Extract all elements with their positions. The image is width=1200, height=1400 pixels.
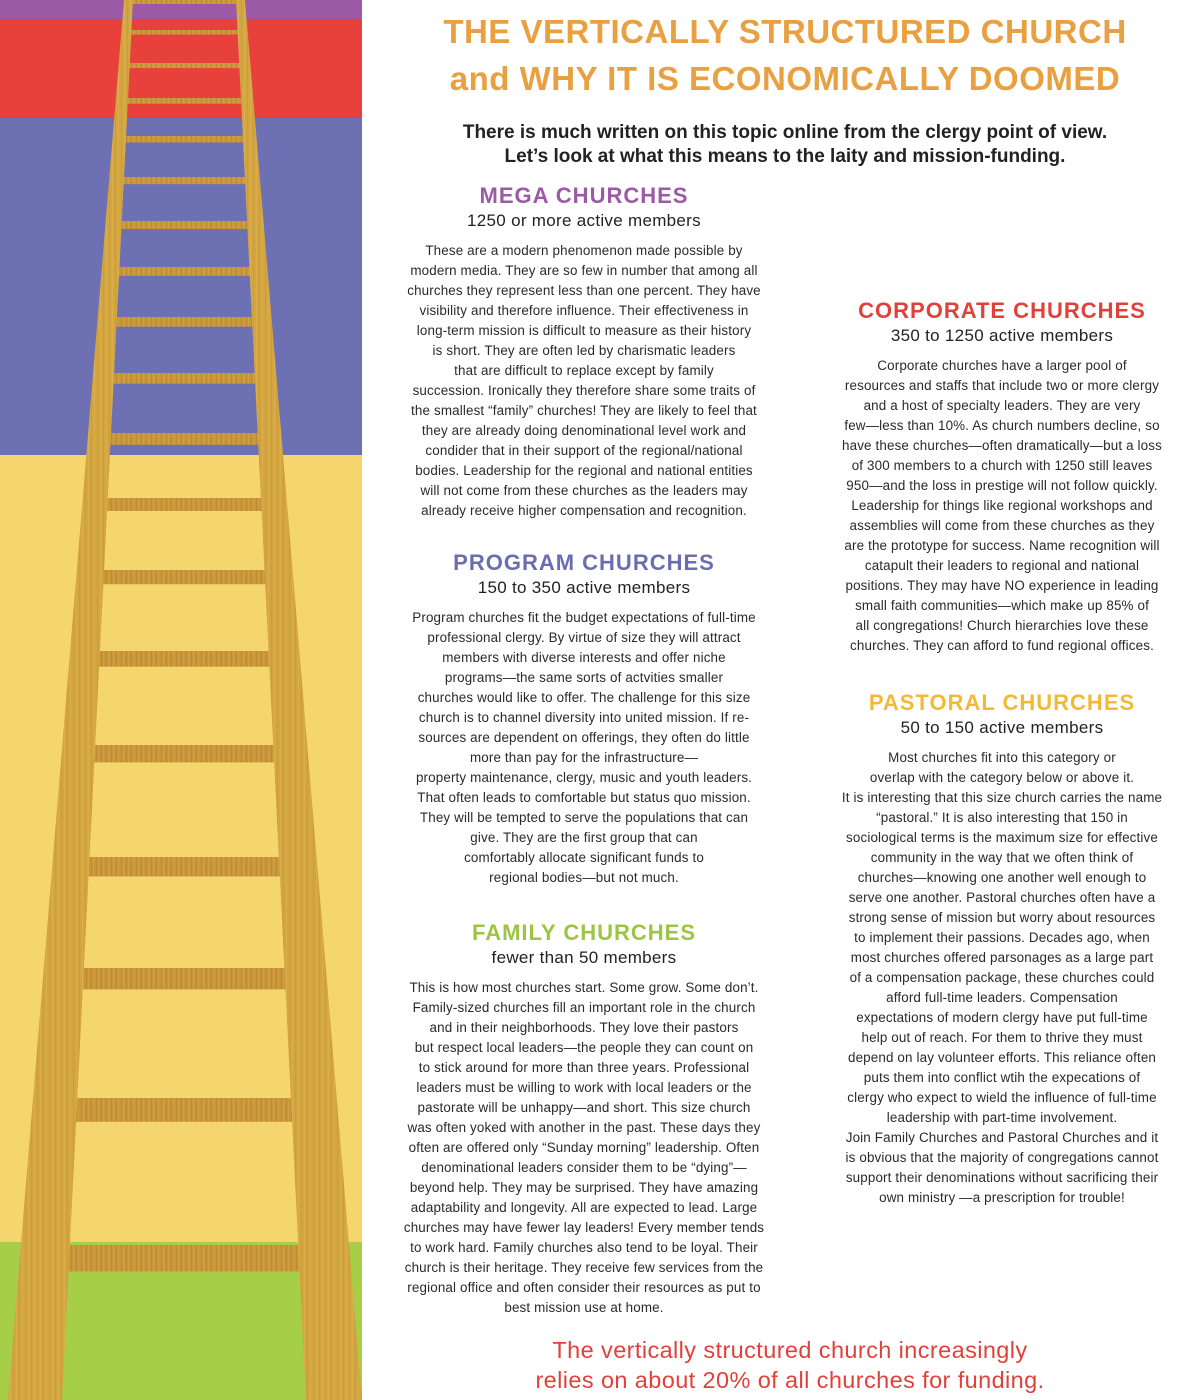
section-body bbox=[806, 748, 1198, 1208]
section-pastoral-churches bbox=[806, 690, 1198, 1208]
body-line: church is their heritage. They receive few services from the bbox=[404, 1260, 764, 1275]
ladder-rung bbox=[99, 433, 269, 445]
body-line: are the prototype for success. Name recognition will bbox=[844, 538, 1160, 553]
body-line: It is interesting that this size church carries the name bbox=[841, 790, 1163, 805]
body-line: bodies. Leadership for the regional and national entities bbox=[415, 463, 753, 478]
body-line: long-term mission is difficult to measure as their history bbox=[416, 323, 752, 338]
body-line: modern media. They are so few in number that among all bbox=[410, 263, 758, 278]
body-line: is obvious that the majority of congregations cannot bbox=[845, 1150, 1159, 1165]
body-line: and a host of specialty leaders. They are very bbox=[863, 398, 1141, 413]
section-heading: FAMILY CHURCHES bbox=[471, 920, 697, 945]
body-line: to work hard. Family churches also tend to be loyal. Their bbox=[410, 1240, 758, 1255]
body-line: churches may have fewer lay leaders! Every member tends bbox=[403, 1220, 765, 1235]
body-line: regional office and often consider their resources as put to bbox=[407, 1280, 761, 1295]
body-line: pastorate will be unhappy—and short. This size church bbox=[417, 1100, 751, 1115]
body-line: more than pay for the infrastructure— bbox=[469, 750, 699, 765]
body-line: regional bodies—but not much. bbox=[489, 870, 679, 885]
body-line: church is to channel diversity into united mission. If re- bbox=[418, 710, 750, 725]
ladder-rung bbox=[119, 136, 249, 142]
body-line: property maintenance, clergy, music and youth leaders. bbox=[415, 770, 753, 785]
section-heading: PROGRAM CHURCHES bbox=[453, 550, 715, 575]
body-line: programs—the same sorts of actvities smaller bbox=[444, 670, 724, 685]
ladder-rung bbox=[113, 221, 255, 229]
body-line: succession. Ironically they therefore share some traits of bbox=[412, 383, 756, 398]
body-line: will not come from these churches as the leaders may bbox=[420, 483, 748, 498]
section-body bbox=[374, 608, 794, 888]
section-heading: CORPORATE CHURCHES bbox=[858, 298, 1146, 323]
body-line: That often leads to comfortable but status quo mission. bbox=[417, 790, 751, 805]
body-line: leadership with part-time involvement. bbox=[886, 1110, 1118, 1125]
ladder-illustration bbox=[0, 0, 362, 1400]
body-line: “pastoral.” It is also interesting that 150 in bbox=[876, 810, 1128, 825]
body-line: serve one another. Pastoral churches often have a bbox=[848, 890, 1156, 905]
body-line: of 300 members to a church with 1250 still leaves bbox=[851, 458, 1153, 473]
page-title-line-1: THE VERTICALLY STRUCTURED CHURCH bbox=[443, 13, 1127, 50]
ladder-rung bbox=[116, 177, 252, 184]
ladder-rung bbox=[95, 498, 274, 511]
body-line: churches—knowing one another well enough to bbox=[857, 870, 1147, 885]
body-line: all congregations! Church hierarchies love these bbox=[855, 618, 1149, 633]
ladder-rung bbox=[85, 651, 284, 667]
body-line: denominational leaders consider them to be “dying”— bbox=[421, 1160, 747, 1175]
section-body bbox=[806, 356, 1198, 656]
intro-line-2: Let’s look at what this means to the laity and mission-funding. bbox=[504, 146, 1066, 167]
ladder-rung bbox=[124, 63, 244, 68]
body-line: already receive higher compensation and recognition. bbox=[421, 503, 747, 518]
body-line: churches they represent less than one percent. They have bbox=[407, 283, 761, 298]
body-line: adaptability and longevity. All are expected to lead. Large bbox=[410, 1200, 758, 1215]
ladder-icon bbox=[0, 0, 362, 1400]
body-line: visibility and therefore influence. Their effectiveness in bbox=[419, 303, 749, 318]
ladder-rung bbox=[126, 30, 242, 35]
body-line: condider that in their support of the regional/national bbox=[425, 443, 743, 458]
body-line: afford full-time leaders. Compensation bbox=[886, 990, 1118, 1005]
body-line: beyond help. They may be surprised. They have amazing bbox=[409, 1180, 759, 1195]
section-family-churches bbox=[374, 920, 794, 1318]
body-line: 950—and the loss in prestige will not follow quickly. bbox=[846, 478, 1158, 493]
body-line: help out of reach. For them to thrive they must bbox=[861, 1030, 1143, 1045]
body-line: puts them into conflict wtih the expecations of bbox=[863, 1070, 1141, 1085]
section-mega-churches bbox=[374, 183, 794, 521]
section-members: 350 to 1250 active members bbox=[890, 326, 1114, 345]
page-title-line-2: and WHY IT IS ECONOMICALLY DOOMED bbox=[449, 60, 1121, 97]
body-line: most churches offered parsonages as a large part bbox=[850, 950, 1154, 965]
body-line: Program churches fit the budget expectations of full-time bbox=[412, 610, 756, 625]
body-line: to stick around for more than three years. Professional bbox=[418, 1060, 750, 1075]
body-line: expectations of modern clergy have put full-time bbox=[856, 1010, 1148, 1025]
ladder-rung bbox=[45, 1245, 323, 1271]
section-body bbox=[374, 978, 794, 1318]
ladder-rung bbox=[128, 0, 240, 4]
section-heading: MEGA CHURCHES bbox=[479, 183, 689, 208]
section-members: 1250 or more active members bbox=[467, 211, 701, 230]
ladder-rung bbox=[64, 968, 305, 989]
body-line: overlap with the category below or above it. bbox=[869, 770, 1135, 785]
section-heading: PASTORAL CHURCHES bbox=[868, 690, 1136, 715]
body-line: but respect local leaders—the people they can count on bbox=[414, 1040, 754, 1055]
ladder-rung bbox=[79, 745, 291, 762]
ladder-rung bbox=[55, 1098, 314, 1122]
body-line: clergy who expect to wield the influence of full-time bbox=[847, 1090, 1157, 1105]
body-line: professional clergy. By virtue of size they will attract bbox=[427, 630, 741, 645]
body-line: support their denominations without sacrificing their bbox=[845, 1170, 1159, 1185]
body-line: strong sense of mission but worry about resources bbox=[848, 910, 1156, 925]
body-line: churches would like to offer. The challenge for this size bbox=[417, 690, 751, 705]
body-line: and in their neighborhoods. They love their pastors bbox=[429, 1020, 739, 1035]
body-line: give. They are the first group that can bbox=[470, 830, 698, 845]
body-line: that are difficult to replace except by family bbox=[454, 363, 714, 378]
section-body bbox=[374, 241, 794, 521]
body-line: resources and staffs that include two or more clergy bbox=[844, 378, 1160, 393]
ladder-rung bbox=[121, 98, 246, 104]
body-line: depend on lay volunteer efforts. This reliance often bbox=[847, 1050, 1157, 1065]
body-line: best mission use at home. bbox=[504, 1300, 664, 1315]
body-line: Corporate churches have a larger pool of bbox=[877, 358, 1127, 373]
intro-line-1: There is much written on this topic online from the clergy point of view. bbox=[462, 122, 1108, 143]
section-members: 150 to 350 active members bbox=[477, 578, 691, 597]
body-line: assemblies will come from these churches as they bbox=[849, 518, 1155, 533]
ladder-rung bbox=[71, 857, 297, 876]
section-corporate-churches bbox=[806, 298, 1198, 656]
body-line: leaders must be willing to work with local leaders or the bbox=[416, 1080, 752, 1095]
body-line: is short. They are often led by charismatic leaders bbox=[432, 343, 736, 358]
footer-conclusion-line-2: relies on about 20% of all churches for funding. bbox=[535, 1367, 1045, 1393]
body-line: catapult their leaders to regional and national bbox=[864, 558, 1140, 573]
body-line: These are a modern phenomenon made possible by bbox=[425, 243, 743, 258]
body-line: This is how most churches start. Some grow. Some don’t. bbox=[409, 980, 759, 995]
body-line: often are offered only “Sunday morning” leadership. Often bbox=[408, 1140, 760, 1155]
body-line: members with diverse interests and offer niche bbox=[442, 650, 726, 665]
ladder-rung bbox=[90, 570, 278, 584]
footer-conclusion-line-1: The vertically structured church increasingly bbox=[552, 1337, 1028, 1363]
body-line: small faith communities—which make up 85% of bbox=[855, 598, 1149, 613]
body-line: the smallest “family” churches! They are likely to feel that bbox=[411, 403, 757, 418]
body-line: to implement their passions. Decades ago, when bbox=[854, 930, 1150, 945]
body-line: Leadership for things like regional workshops and bbox=[851, 498, 1153, 513]
ladder-rung bbox=[107, 317, 261, 327]
body-line: was often yoked with another in the past. These days they bbox=[407, 1120, 761, 1135]
section-program-churches bbox=[374, 550, 794, 888]
body-line: sociological terms is the maximum size for effective bbox=[846, 830, 1158, 845]
body-line: community in the way that we often think of bbox=[870, 850, 1134, 865]
body-line: own ministry —a prescription for trouble! bbox=[879, 1190, 1125, 1205]
band-blue bbox=[0, 118, 362, 455]
body-line: Family-sized churches fill an important role in the church bbox=[412, 1000, 756, 1015]
body-line: of a compensation package, these churches could bbox=[849, 970, 1155, 985]
body-line: Most churches fit into this category or bbox=[888, 750, 1116, 765]
body-line: few—less than 10%. As church numbers decline, so bbox=[844, 418, 1160, 433]
body-line: positions. They may have NO experience in leading bbox=[845, 578, 1159, 593]
body-line: comfortably allocate significant funds to bbox=[464, 850, 704, 865]
body-line: Join Family Churches and Pastoral Churches and it bbox=[845, 1130, 1159, 1145]
body-line: have these churches—often dramatically—but a loss bbox=[842, 438, 1162, 453]
ladder-rung bbox=[110, 267, 258, 276]
body-line: They will be tempted to serve the populations that can bbox=[419, 810, 749, 825]
body-line: they are already doing denominational level work and bbox=[421, 423, 747, 438]
body-line: sources are dependent on offerings, they often do little bbox=[418, 730, 750, 745]
body-line: churches. They can afford to fund regional offices. bbox=[850, 638, 1154, 653]
section-members: 50 to 150 active members bbox=[900, 718, 1104, 737]
section-members: fewer than 50 members bbox=[491, 948, 677, 967]
ladder-rung bbox=[103, 373, 265, 384]
